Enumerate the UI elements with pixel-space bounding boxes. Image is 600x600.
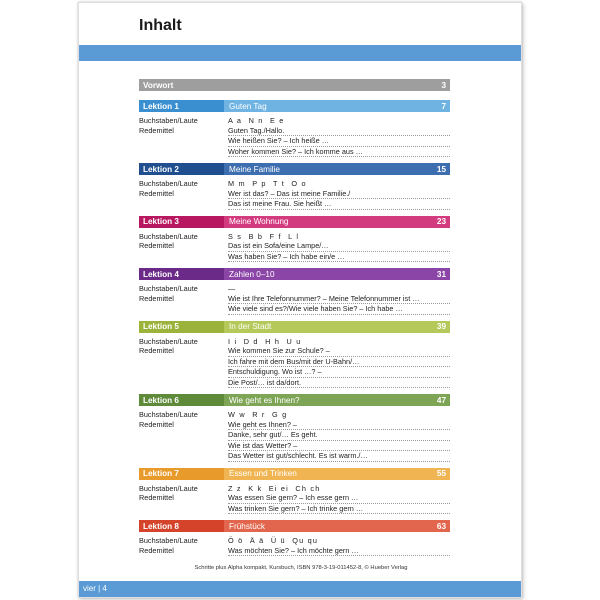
header-bar	[79, 45, 522, 61]
footer-bar	[79, 581, 522, 598]
lesson-phrase: Was möchten Sie? – Ich möchte gern …	[228, 546, 450, 557]
lesson-title: In der Stadt	[229, 322, 272, 331]
lesson-number: Lektion 2	[139, 163, 224, 175]
lesson-details	[139, 175, 450, 210]
row-label-letters: Buchstaben/Laute	[139, 284, 198, 293]
lesson-details	[139, 112, 450, 157]
lesson-letters: M m P p T t O o	[228, 179, 307, 188]
lesson-section	[139, 394, 450, 462]
lesson-phrase: Wie kommen Sie zur Schule? –	[228, 346, 450, 357]
row-label-letters: Buchstaben/Laute	[139, 536, 198, 545]
row-label-phrases: Redemittel	[139, 125, 174, 135]
lesson-header[interactable]	[139, 321, 450, 333]
lesson-page: 63	[436, 521, 446, 531]
row-label-letters: Buchstaben/Laute	[139, 410, 198, 419]
lesson-phrase: Wie viele sind es?/Wie viele haben Sie? – Ich habe …	[228, 304, 450, 315]
lesson-section	[139, 163, 450, 210]
lesson-letters: Z z K k Ei ei Ch ch	[228, 483, 321, 493]
row-label-letters: Buchstaben/Laute	[139, 231, 198, 241]
lesson-letters: Ö ö Ä ä Ü ü Qu qu	[228, 536, 319, 545]
lesson-section	[139, 520, 450, 556]
vorwort-row[interactable]	[139, 79, 450, 91]
lesson-letters: W w R r G g	[228, 410, 288, 419]
lesson-phrase: Was trinken Sie gern? – Ich trinke gern …	[228, 504, 450, 515]
book-page	[78, 2, 522, 598]
lesson-header[interactable]	[139, 100, 450, 112]
row-label-phrases: Redemittel	[139, 493, 174, 502]
vorwort-page: 3	[441, 80, 446, 90]
lesson-title: Meine Wohnung	[229, 217, 289, 226]
row-label-phrases: Redemittel	[139, 419, 174, 429]
row-label-letters: Buchstaben/Laute	[139, 336, 198, 346]
lesson-section	[139, 268, 450, 315]
lesson-number: Lektion 5	[139, 321, 224, 333]
lesson-header[interactable]	[139, 163, 450, 175]
row-label-phrases: Redemittel	[139, 241, 174, 250]
lesson-number: Lektion 8	[139, 520, 224, 532]
lesson-number: Lektion 3	[139, 216, 224, 228]
row-label-phrases: Redemittel	[139, 293, 174, 303]
lesson-page: 39	[436, 322, 446, 331]
lesson-details	[139, 280, 450, 315]
lesson-title: Wie geht es Ihnen?	[229, 395, 300, 405]
page-number: vier | 4	[83, 584, 107, 593]
lesson-details	[139, 228, 450, 263]
lesson-phrase: Das Wetter ist gut/schlecht. Es ist warm./…	[228, 451, 450, 462]
lesson-section	[139, 100, 450, 157]
lesson-number: Lektion 7	[139, 468, 224, 480]
lesson-number: Lektion 1	[139, 100, 224, 112]
lesson-number: Lektion 4	[139, 268, 224, 280]
lesson-page: 31	[436, 269, 446, 279]
lesson-phrase: Das ist ein Sofa/eine Lampe/…	[228, 241, 450, 252]
table-of-contents	[139, 79, 450, 562]
lesson-page: 15	[436, 164, 446, 174]
lesson-section	[139, 468, 450, 515]
row-label-phrases: Redemittel	[139, 188, 174, 198]
lesson-header[interactable]	[139, 394, 450, 406]
lesson-phrase: Woher kommen Sie? – Ich komme aus …	[228, 147, 450, 158]
lesson-page: 55	[436, 469, 446, 478]
lesson-section	[139, 321, 450, 389]
row-label-letters: Buchstaben/Laute	[139, 179, 198, 188]
lesson-title: Zahlen 0–10	[229, 269, 275, 279]
lesson-phrase: Wie geht es Ihnen? –	[228, 420, 450, 431]
lesson-phrase: Wie heißen Sie? – Ich heiße …	[228, 136, 450, 147]
lesson-phrase: Die Post/… ist da/dort.	[228, 378, 450, 389]
row-label-phrases: Redemittel	[139, 545, 174, 555]
lesson-letters: A a N n E e	[228, 116, 285, 125]
lesson-page: 7	[441, 101, 446, 111]
lesson-phrase: Das ist meine Frau. Sie heißt …	[228, 199, 450, 210]
lesson-letters: S s B b F f L l	[228, 231, 300, 241]
lesson-details	[139, 480, 450, 515]
lesson-phrase: Entschuldigung. Wo ist …? –	[228, 367, 450, 378]
row-label-phrases: Redemittel	[139, 346, 174, 355]
lesson-header[interactable]	[139, 216, 450, 228]
lesson-page: 23	[436, 217, 446, 226]
page-title: Inhalt	[139, 17, 182, 34]
lesson-phrase: Ich fahre mit dem Bus/mit der U-Bahn/…	[228, 357, 450, 368]
lesson-letters: —	[228, 284, 237, 293]
lesson-details	[139, 333, 450, 389]
lesson-details	[139, 406, 450, 462]
lesson-header[interactable]	[139, 520, 450, 532]
lesson-details	[139, 532, 450, 556]
row-label-letters: Buchstaben/Laute	[139, 116, 198, 125]
lesson-header[interactable]	[139, 468, 450, 480]
lesson-header[interactable]	[139, 268, 450, 280]
lesson-list	[139, 100, 450, 556]
lesson-page: 47	[436, 395, 446, 405]
lesson-phrase: Wer ist das? – Das ist meine Familie./	[228, 189, 450, 200]
lesson-number: Lektion 6	[139, 394, 224, 406]
lesson-phrase: Was essen Sie gern? – Ich esse gern …	[228, 493, 450, 504]
lesson-title: Guten Tag	[229, 101, 267, 111]
lesson-phrase: Guten Tag./Hallo.	[228, 126, 450, 137]
lesson-title: Essen und Trinken	[229, 469, 297, 478]
lesson-section	[139, 216, 450, 263]
row-label-letters: Buchstaben/Laute	[139, 483, 198, 493]
vorwort-label: Vorwort	[143, 80, 174, 90]
lesson-title: Frühstück	[229, 521, 265, 531]
lesson-title: Meine Familie	[229, 164, 280, 174]
footer-credit: Schritte plus Alpha kompakt, Kursbuch, ISBN 978-3-19-011452-8, © Hueber Verlag	[194, 565, 408, 571]
lesson-phrase: Danke, sehr gut/… Es geht.	[228, 430, 450, 441]
lesson-phrase: Wie ist das Wetter? –	[228, 441, 450, 452]
lesson-phrase: Was haben Sie? – Ich habe ein/e …	[228, 252, 450, 263]
lesson-phrase: Wie ist Ihre Telefonnummer? – Meine Telefonnummer ist …	[228, 294, 450, 305]
lesson-letters: I i D d H h U u	[228, 336, 302, 346]
